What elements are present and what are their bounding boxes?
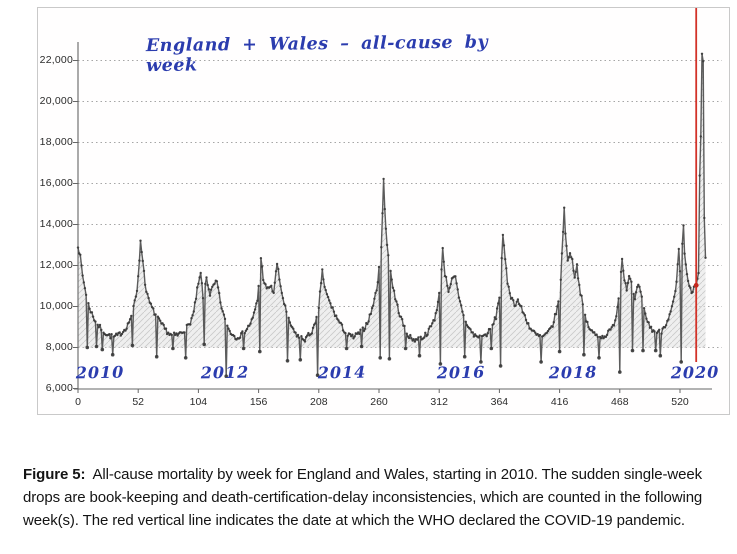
area-shading <box>78 54 706 348</box>
y-axis-tick-label: 16,000 <box>39 176 73 189</box>
year-annotation-2014: 2014 <box>317 362 367 383</box>
x-axis-tick-label: 364 <box>490 396 509 408</box>
y-axis-tick-label: 20,000 <box>39 94 73 107</box>
x-axis-tick-label: 260 <box>370 396 388 408</box>
x-axis-tick-label: 156 <box>249 396 268 408</box>
figure-caption <box>23 463 723 532</box>
x-axis-tick-label: 0 <box>75 396 81 408</box>
year-annotation-2010: 2010 <box>75 362 125 383</box>
figure-caption-label: Figure 5: <box>23 466 86 483</box>
y-axis-tick-label: 22,000 <box>39 53 73 66</box>
year-annotation-2018: 2018 <box>549 362 598 383</box>
year-annotation-2012: 2012 <box>200 362 250 383</box>
x-axis-tick-label: 52 <box>132 396 145 408</box>
y-axis-tick-label: 8,000 <box>45 340 73 353</box>
x-axis-tick-label: 104 <box>189 396 208 408</box>
y-axis-tick-label: 12,000 <box>39 258 73 271</box>
y-axis-tick-label: 6,000 <box>45 381 73 394</box>
year-annotation-2020: 2020 <box>670 362 720 383</box>
x-axis-tick-label: 416 <box>550 396 569 408</box>
y-axis-tick-label: 18,000 <box>39 135 73 148</box>
x-axis-tick-label: 208 <box>310 396 328 408</box>
x-axis-tick-label: 468 <box>611 396 629 408</box>
year-annotation-2016: 2016 <box>436 362 486 383</box>
y-axis-tick-label: 10,000 <box>39 299 73 312</box>
figure-caption-text: All-cause mortality by week for England and Wales, starting in 2010. The sudden single-week drops are book-keeping and death-certification-delay inconsistencies, which are counted in the following week(s). The red vertical line indicates the date at which the WHO declared the COVID-19 pandemic. <box>23 466 703 529</box>
handwritten-chart-title: England + Wales – all-cause by week <box>145 32 489 77</box>
x-axis-tick-label: 520 <box>671 396 689 408</box>
x-axis-tick-label: 312 <box>430 396 448 408</box>
y-axis-tick-label: 14,000 <box>39 217 73 230</box>
